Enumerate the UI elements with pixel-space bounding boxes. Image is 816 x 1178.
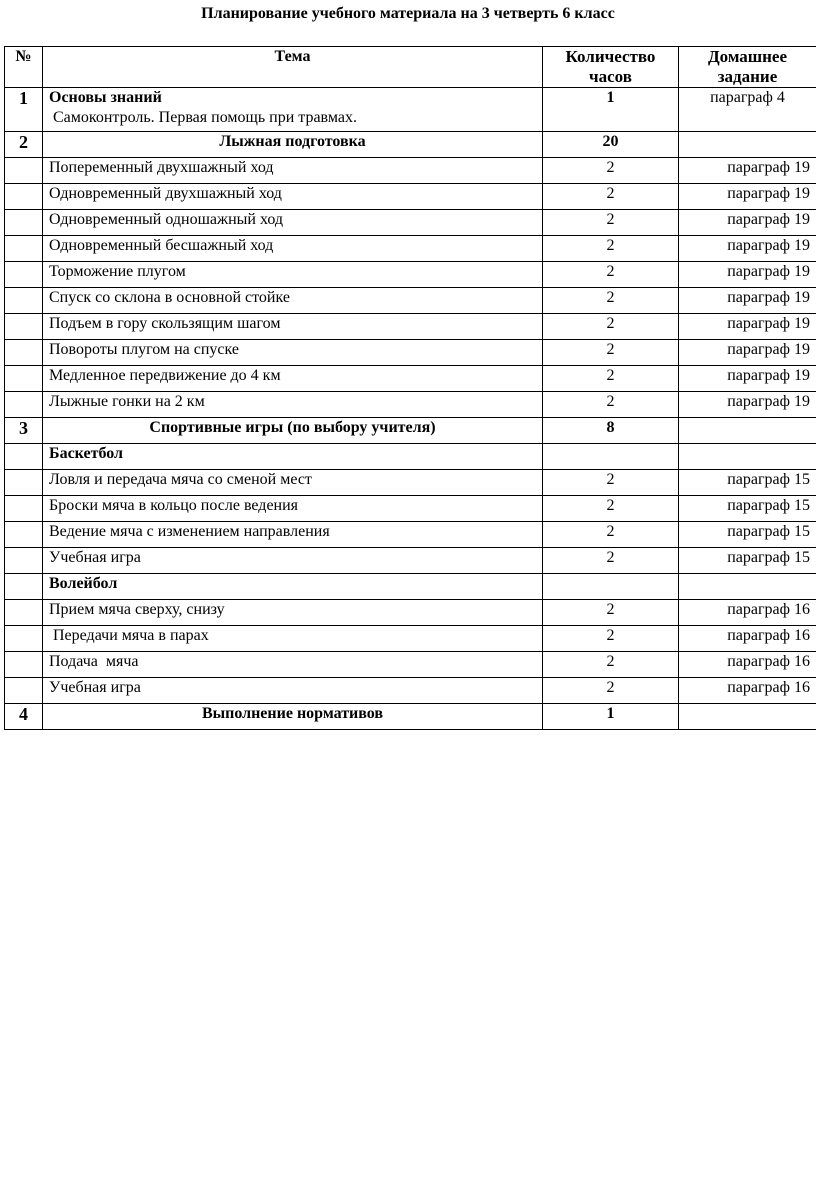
hours-cell: 2 [543,470,679,496]
table-row [5,600,816,626]
section-hours: 20 [543,132,679,158]
table-row [5,548,816,574]
hours-cell: 2 [543,158,679,184]
hours-cell: 2 [543,314,679,340]
section-row-4 [5,704,816,730]
homework-cell: параграф 15 [679,522,816,548]
section-title: Выполнение нормативов [43,704,543,730]
homework-cell: параграф 19 [679,262,816,288]
hours-cell: 2 [543,366,679,392]
section-num: 1 [5,88,43,132]
hours-cell: 2 [543,288,679,314]
topic-cell: Передачи мяча в парах [43,626,543,652]
page-title: Планирование учебного материала на 3 четверть 6 класс [201,5,615,22]
topic-cell: Торможение плугом [43,262,543,288]
subsection-title: Волейбол [43,574,543,600]
section-num: 3 [5,418,43,444]
topic-cell: Учебная игра [43,548,543,574]
hours-cell: 2 [543,340,679,366]
section-title: Спортивные игры (по выбору учителя) [43,418,543,444]
topic-cell: Одновременный двухшажный ход [43,184,543,210]
topic-cell: Одновременный одношажный ход [43,210,543,236]
section-title: Лыжная подготовка [43,132,543,158]
hours-cell: 2 [543,210,679,236]
topic-cell: Броски мяча в кольцо после ведения [43,496,543,522]
table-row [5,158,816,184]
table-row [5,392,816,418]
topic-cell: Учебная игра [43,678,543,704]
hours-cell: 2 [543,678,679,704]
header-homework: Домашнее задание [679,47,816,88]
topic-cell: Спуск со склона в основной стойке [43,288,543,314]
section-detail: Самоконтроль. Первая помощь при травмах. [53,109,357,126]
table-row [5,678,816,704]
homework-cell: параграф 19 [679,340,816,366]
section-hours: 1 [543,88,679,132]
header-topic: Тема [43,47,543,88]
section-row-2 [5,132,816,158]
homework-cell: параграф 19 [679,288,816,314]
hours-cell: 2 [543,600,679,626]
homework-cell: параграф 16 [679,652,816,678]
homework-cell: параграф 15 [679,548,816,574]
topic-cell: Медленное передвижение до 4 км [43,366,543,392]
topic-cell: Ловля и передача мяча со сменой мест [43,470,543,496]
homework-cell: параграф 19 [679,314,816,340]
topic-cell: Прием мяча сверху, снизу [43,600,543,626]
hours-cell: 2 [543,262,679,288]
section-row-1 [5,88,816,132]
topic-cell: Подача мяча [43,652,543,678]
hours-cell: 2 [543,522,679,548]
hours-cell: 2 [543,496,679,522]
table-row [5,314,816,340]
topic-cell: Ведение мяча с изменением направления [43,522,543,548]
hours-cell: 2 [543,392,679,418]
table-row [5,470,816,496]
section-homework [679,418,816,444]
hours-cell: 2 [543,652,679,678]
homework-cell: параграф 19 [679,366,816,392]
section-homework: параграф 4 [679,88,816,132]
section-row-3 [5,418,816,444]
homework-cell: параграф 19 [679,210,816,236]
subsection-row-basketball [5,444,816,470]
table-row [5,340,816,366]
topic-cell: Лыжные гонки на 2 км [43,392,543,418]
topic-cell: Попеременный двухшажный ход [43,158,543,184]
section-topic-cell [43,88,543,132]
table-row [5,366,816,392]
section-homework [679,704,816,730]
section-hours: 8 [543,418,679,444]
homework-cell: параграф 15 [679,496,816,522]
section-homework [679,132,816,158]
table-row [5,522,816,548]
header-num: № [5,47,43,88]
table-row [5,288,816,314]
topic-cell: Повороты плугом на спуске [43,340,543,366]
table-header-row [5,47,816,88]
homework-cell: параграф 15 [679,470,816,496]
homework-cell: параграф 19 [679,158,816,184]
section-num: 4 [5,704,43,730]
hours-cell: 2 [543,626,679,652]
table-row [5,184,816,210]
homework-cell: параграф 19 [679,392,816,418]
table-row [5,652,816,678]
hours-cell: 2 [543,548,679,574]
section-title: Основы знаний [49,89,162,106]
table-row [5,262,816,288]
subsection-row-volleyball [5,574,816,600]
table-row [5,496,816,522]
table-row [5,626,816,652]
table-row [5,210,816,236]
section-hours: 1 [543,704,679,730]
header-hours: Количество часов [543,47,679,88]
topic-cell: Подъем в гору скользящим шагом [43,314,543,340]
table-row [5,236,816,262]
homework-cell: параграф 19 [679,236,816,262]
section-num: 2 [5,132,43,158]
topic-cell: Одновременный бесшажный ход [43,236,543,262]
homework-cell: параграф 19 [679,184,816,210]
subsection-title: Баскетбол [43,444,543,470]
hours-cell: 2 [543,236,679,262]
plan-table [4,46,816,730]
hours-cell: 2 [543,184,679,210]
homework-cell: параграф 16 [679,678,816,704]
homework-cell: параграф 16 [679,600,816,626]
homework-cell: параграф 16 [679,626,816,652]
